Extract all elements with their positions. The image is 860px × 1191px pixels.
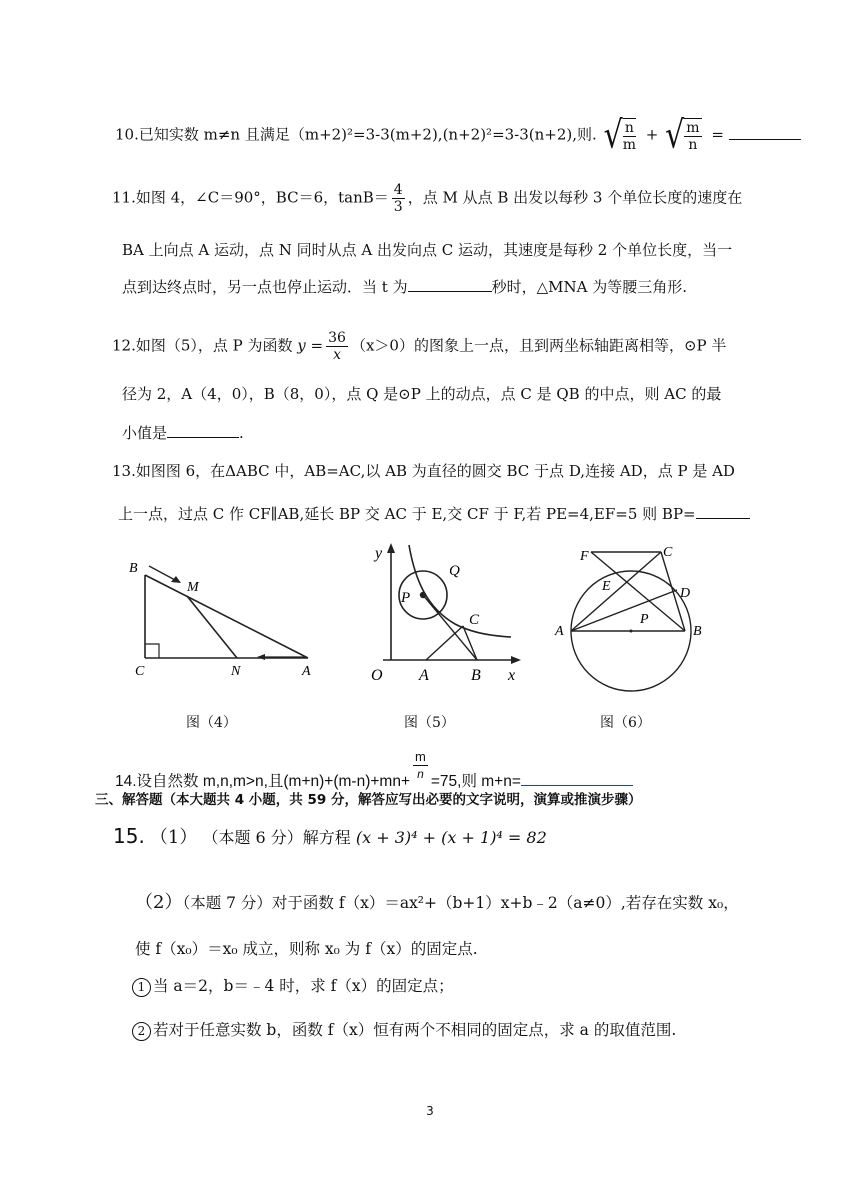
question-15-part-2: （2）（本题 7 分）对于函数 f（x）＝ax²+（b+1）x+b﹣2（a≠0）,若存在实数 x₀， (135, 892, 739, 913)
fig4-label-a: A (302, 664, 311, 679)
question-14: 14.设自然数 m,n,m>n,且(m+n)+(m-n)+mn+ $\frac{m}{n}$ =75,则 m+n= (115, 757, 633, 792)
circled-number-1: 1 (132, 978, 151, 997)
q10-text: 10.已知实数 m≠n 且满足（m+2)²=3-3(m+2),(n+2)²=3-3(n+2),则. (115, 125, 597, 144)
fig5-label-b: B (471, 667, 481, 684)
fig5-label-x: x (508, 667, 516, 684)
question-13-line-2: 上一点，过点 C 作 CF∥AB,延长 BP 交 AC 于 E,交 CF 于 F,若 PE=4,EF=5 则 BP= (118, 504, 750, 524)
question-12: 12.如图（5），点 P 为函数 y = $\frac{36}{x}$ （x＞0）的图象上一点，且到两坐标轴距离相等，⊙P 半 (112, 330, 727, 363)
fig4-label-c: C (135, 664, 145, 679)
fig6-label-d: D (680, 586, 691, 601)
fig6-label-b: B (693, 624, 702, 639)
fig5-label-c: C (469, 612, 480, 628)
fig6-label-c: C (663, 545, 673, 560)
figure-5-caption: 图（5） (404, 715, 455, 731)
question-15-part-2-line-2: 使 f（x₀）＝x₀ 成立，则称 x₀ 为 f（x）的固定点. (135, 940, 478, 958)
question-15-part-1: 15. （1） （本题 6 分）解方程 (x + 3)⁴ + (x + 1)⁴ = 82 (113, 824, 547, 848)
fig5-label-y: y (375, 545, 383, 562)
question-12-line-3: 小值是 . (122, 424, 244, 442)
fig4-label-n: N (231, 664, 241, 679)
figure-4-caption: 图（4） (186, 715, 237, 731)
question-13: 13.如图图 6，在ΔABC 中，AB=AC,以 AB 为直径的圆交 BC 于点 D,连接 AD，点 P 是 AD (112, 462, 735, 480)
question-11-line-2: BA 上向点 A 运动，点 N 同时从点 A 出发向点 C 运动，其速度是每秒 2 个单位长度，当一 (122, 241, 733, 259)
section-heading-answer-questions: 三、解答题（本大题共 4 小题，共 59 分，解答应写出必要的文字说明，演算或推演步骤） (95, 792, 642, 808)
question-15-sub-1: 1 当 a＝2，b＝﹣4 时，求 f（x）的固定点； (132, 976, 454, 997)
figure-6-diagram (550, 540, 720, 705)
question-10: 10.已知实数 m≠n 且满足（m+2)²=3-3(m+2),(n+2)²=3-3(n+2),则. √ $\frac{n}{m}$ + √ $\frac{m}{n}$ = (115, 118, 801, 153)
sqrt-m-over-n: √ $\frac{m}{n}$ (665, 113, 700, 157)
fig6-label-e: E (602, 579, 611, 594)
question-12-line-2: 径为 2，A（4，0），B（8，0），点 Q 是⊙P 上的动点，点 C 是 QB 的中点，则 AC 的最 (122, 385, 722, 403)
fig4-label-m: M (187, 580, 199, 595)
fig4-label-b: B (129, 561, 138, 576)
fig6-label-f: F (580, 549, 589, 564)
fig5-label-o: O (371, 667, 383, 684)
page-number: 3 (426, 1104, 434, 1118)
circled-number-2: 2 (132, 1022, 151, 1041)
figure-6-caption: 图（6） (600, 715, 651, 731)
fig5-label-q: Q (449, 563, 460, 579)
fig5-label-a: A (419, 667, 429, 684)
fraction-4-3: $\frac{4}{3}$ (393, 182, 403, 215)
answer-blank-q12 (167, 423, 239, 438)
figure-5-diagram (365, 540, 530, 690)
question-15-sub-2: 2 若对于任意实数 b，函数 f（x）恒有两个不相同的固定点，求 a 的取值范围. (132, 1020, 676, 1041)
answer-blank-q13 (696, 504, 750, 519)
fig6-label-p: P (640, 612, 649, 627)
answer-blank-q14 (521, 771, 633, 786)
question-11: 11.如图 4，∠C＝90°，BC＝6，tanB＝ $\frac{4}{3}$ ，点 M 从点 B 出发以每秒 3 个单位长度的速度在 (112, 182, 743, 215)
question-11-line-3: 点到达终点时，另一点也停止运动．当 t 为 秒时，△MNA 为等腰三角形. (122, 278, 687, 296)
fig5-label-p: P (401, 590, 411, 606)
fig6-label-a: A (555, 624, 564, 639)
figure-4-diagram (125, 555, 325, 685)
fraction-m-n: $\frac{m}{n}$ (415, 749, 426, 781)
fraction-36-x: $\frac{36}{x}$ (328, 330, 346, 363)
answer-blank-q11 (408, 277, 492, 292)
sqrt-n-over-m: √ $\frac{n}{m}$ (603, 113, 636, 157)
answer-blank-q10 (729, 125, 801, 140)
